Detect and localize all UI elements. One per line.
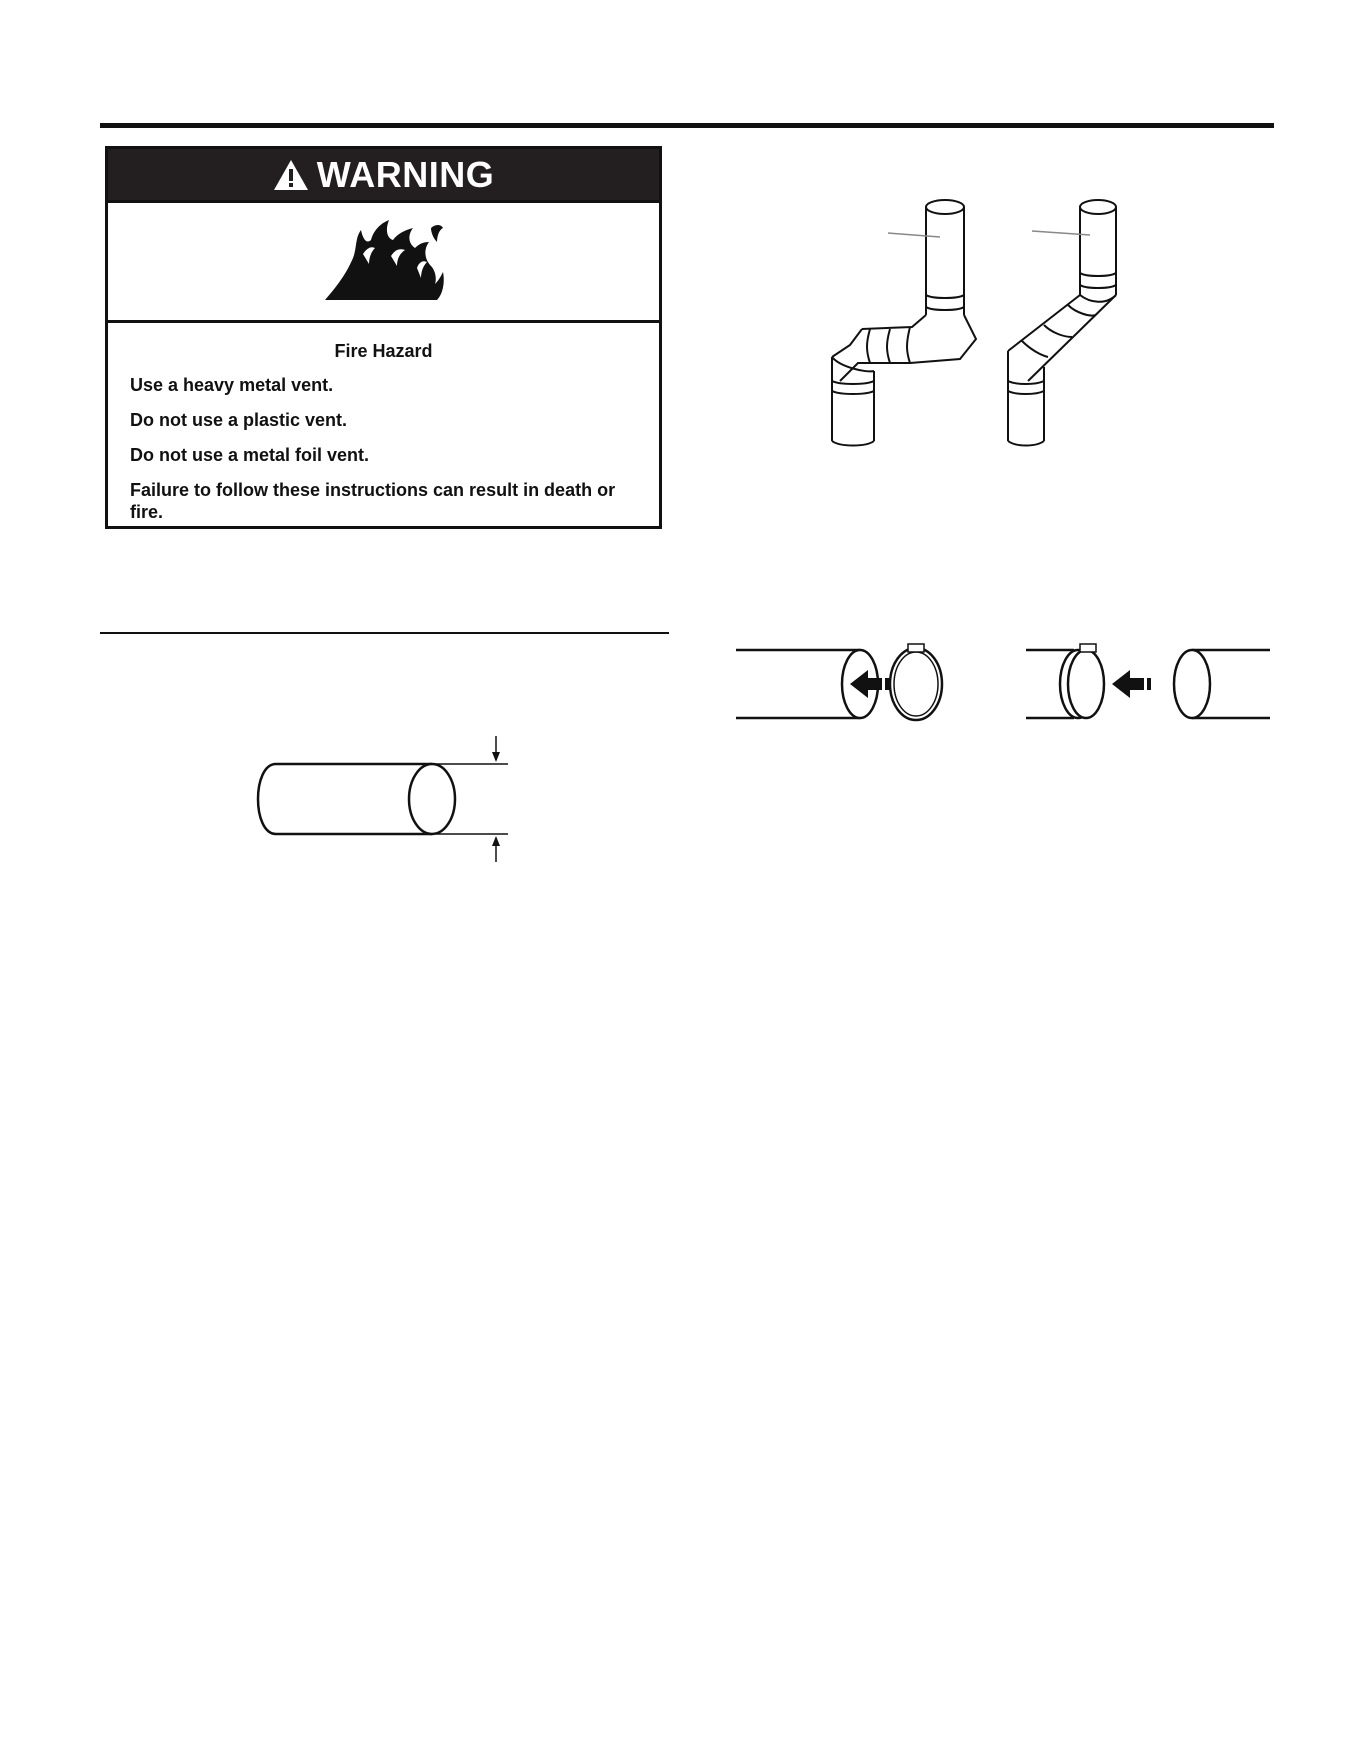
- warning-line-failure: Failure to follow these instructions can result in death or fire.: [130, 480, 616, 522]
- fire-hazard-icon: [319, 214, 449, 309]
- warning-header: [108, 149, 659, 203]
- vent-clamps-figure: [730, 630, 1270, 730]
- fire-hazard-warning-box: [105, 146, 662, 529]
- vent-elbow-configurations-illustration: [800, 195, 1180, 455]
- fire-symbol-area: [108, 203, 659, 323]
- page-top-rule: [100, 123, 1274, 128]
- hazard-title: Fire Hazard: [334, 341, 433, 361]
- warning-title: WARNING: [316, 153, 495, 195]
- vent-diameter-figure: [240, 730, 520, 870]
- vent-elbows-figure: [800, 195, 1180, 455]
- warning-triangle-icon: [273, 159, 309, 191]
- warning-line-no-plastic: Do not use a plastic vent.: [130, 410, 348, 430]
- rigid-vent-diameter-illustration: [240, 730, 520, 870]
- warning-line-no-foil: Do not use a metal foil vent.: [130, 445, 370, 465]
- vent-clamp-assembly-illustration: [730, 630, 1270, 730]
- section-rule: [100, 632, 669, 634]
- warning-line-heavy-metal: Use a heavy metal vent.: [130, 375, 334, 395]
- warning-body: [108, 323, 659, 523]
